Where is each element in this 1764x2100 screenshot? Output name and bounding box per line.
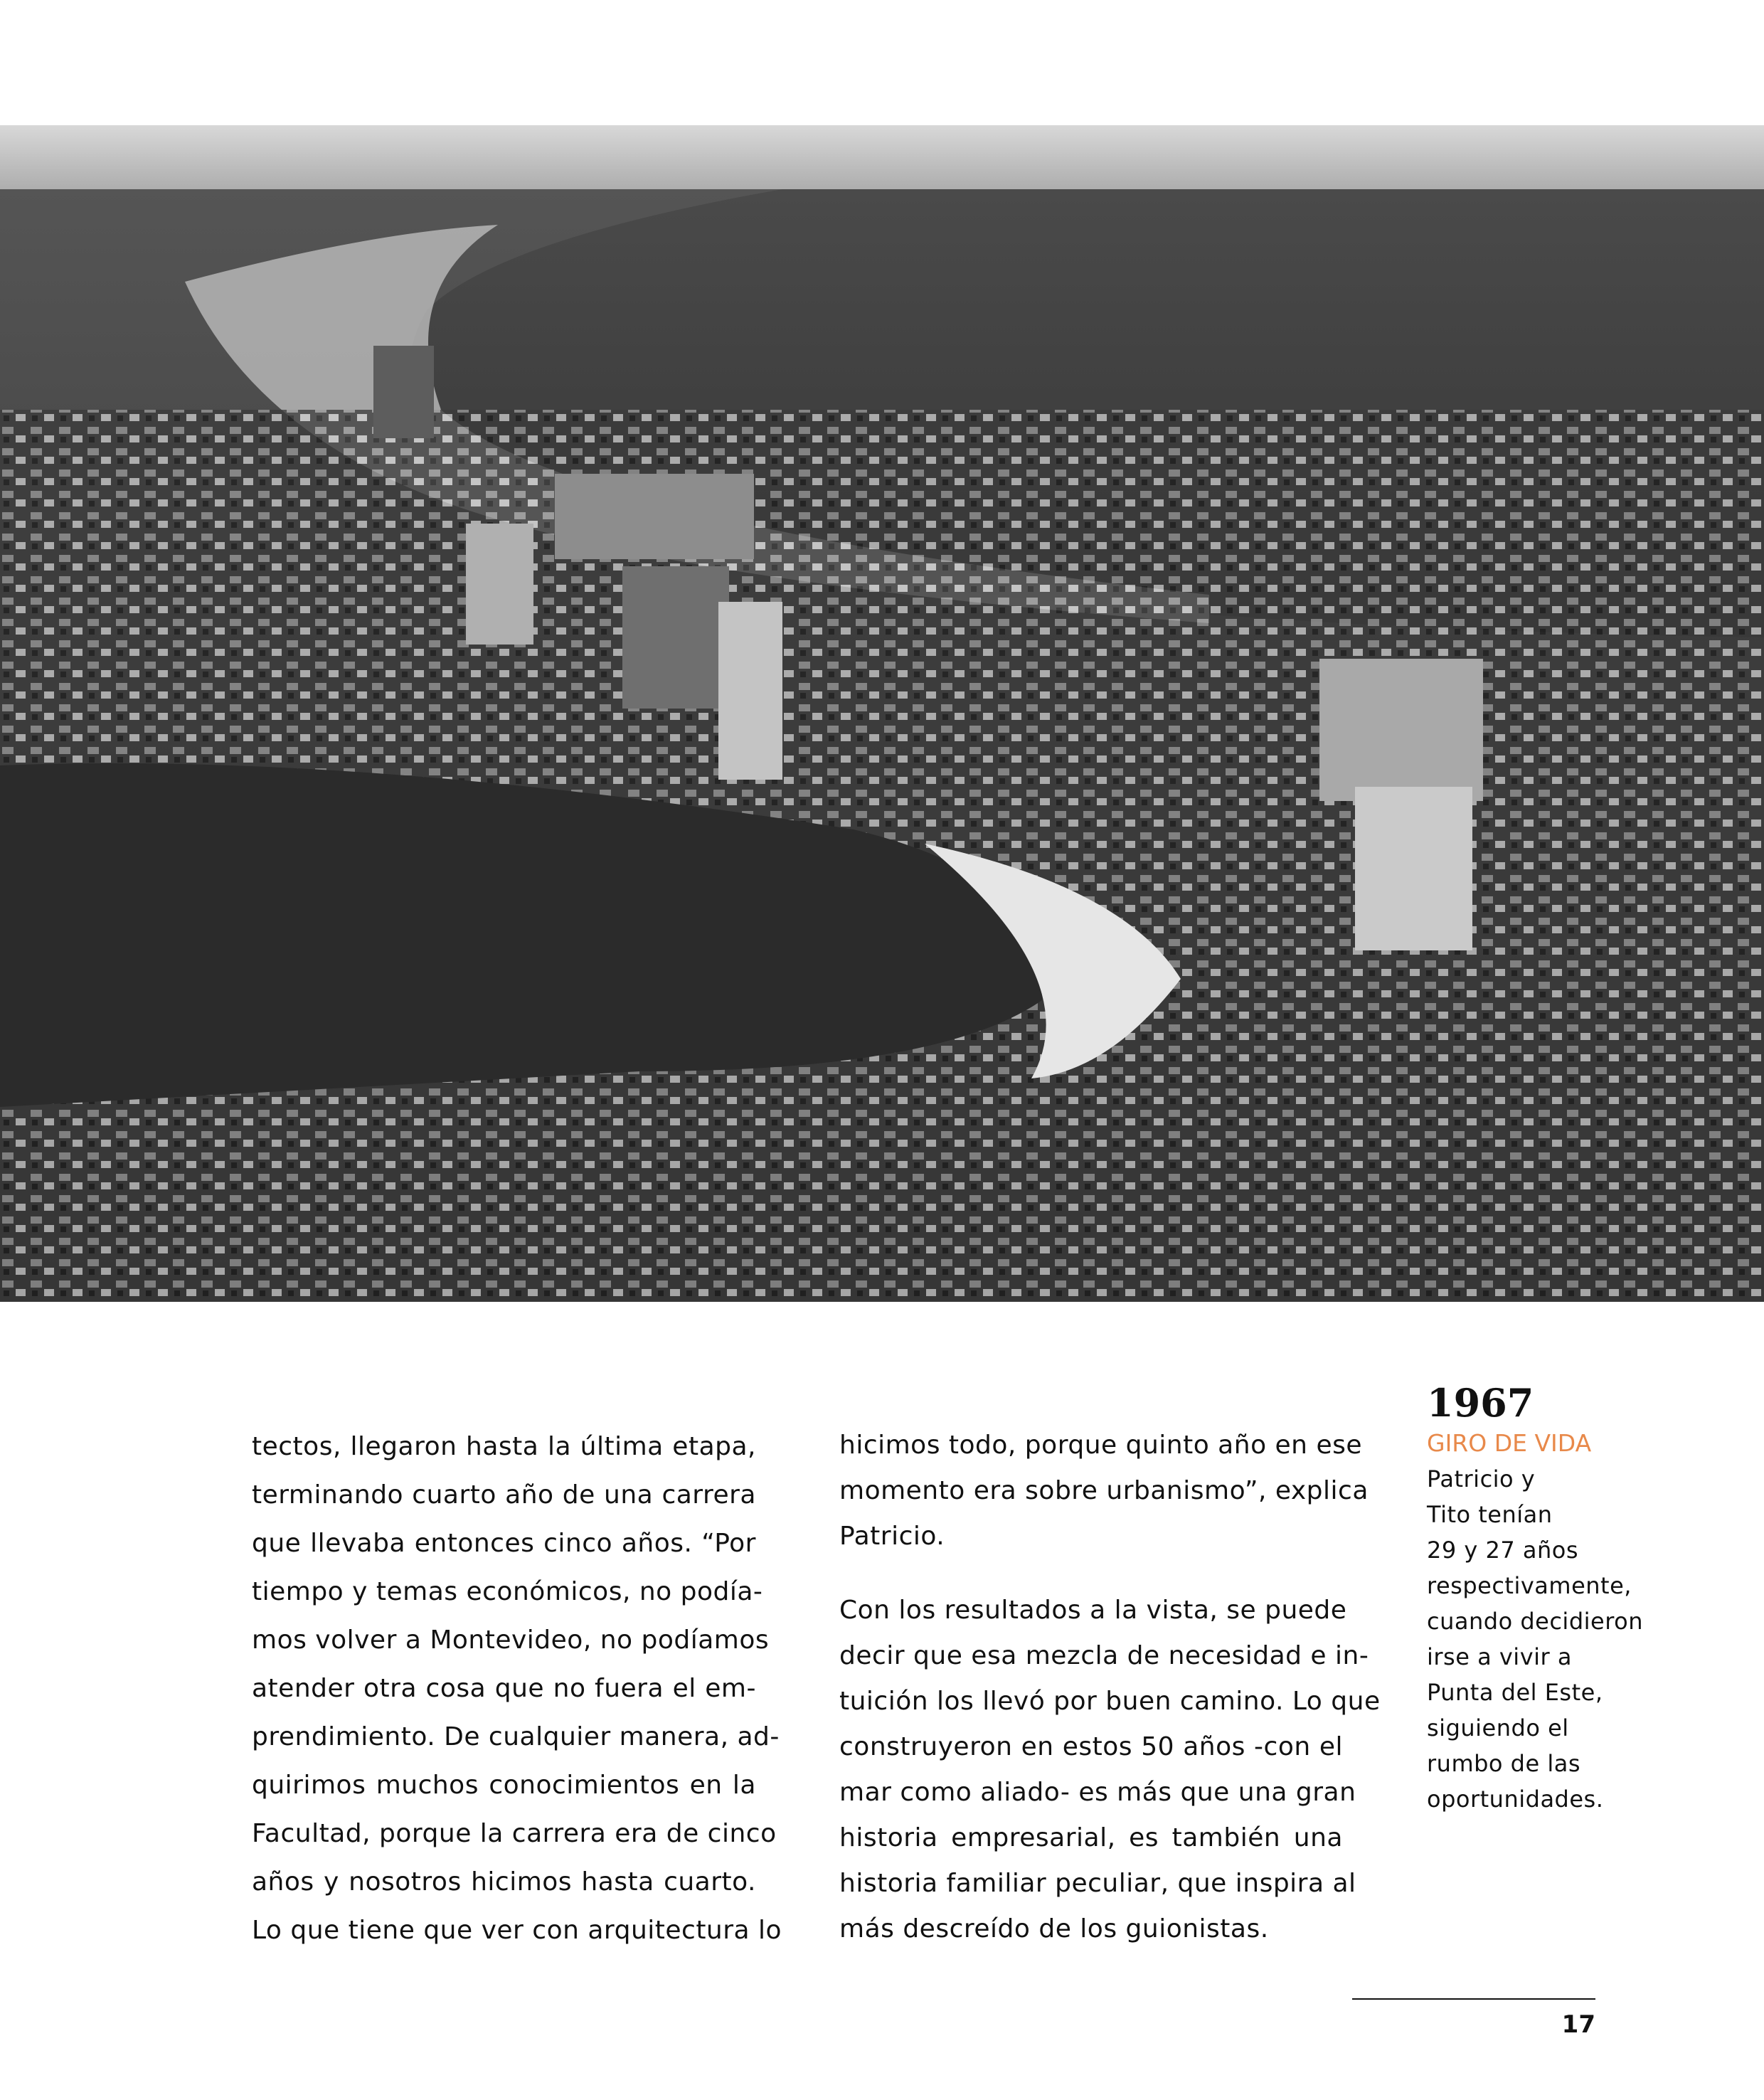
body-text-column-2 xyxy=(839,1423,1381,1952)
sidebar-line: oportunidades. xyxy=(1427,1786,1604,1813)
text-line: construyeron en estos 50 años -con el xyxy=(839,1732,1343,1761)
text-line: hicimos todo, porque quinto año en ese xyxy=(839,1431,1362,1460)
body-text-column-1 xyxy=(252,1423,782,1955)
sidebar-kicker: GIRO DE VIDA xyxy=(1427,1429,1592,1457)
text-line: quirimos muchos conocimientos en la xyxy=(252,1771,756,1800)
text-line: más descreído de los guionistas. xyxy=(839,1914,1269,1943)
text-line: años y nosotros hicimos hasta cuarto. xyxy=(252,1867,756,1897)
text-line: tiempo y temas económicos, no podía- xyxy=(252,1577,763,1606)
text-line: momento era sobre urbanismo”, explica xyxy=(839,1476,1369,1505)
sidebar-line: Patricio y xyxy=(1427,1465,1536,1492)
paragraph xyxy=(839,1588,1381,1952)
text-line: tectos, llegaron hasta la última etapa, xyxy=(252,1432,756,1461)
sidebar-line: Tito tenían xyxy=(1427,1501,1553,1528)
paragraph xyxy=(839,1423,1369,1559)
sidebar-line: rumbo de las xyxy=(1427,1750,1581,1777)
text-line: mar como aliado- es más que una gran xyxy=(839,1778,1356,1807)
sidebar-line: 29 y 27 años xyxy=(1427,1537,1579,1564)
sidebar-line: irse a vivir a xyxy=(1427,1643,1572,1670)
footer-divider xyxy=(1352,1998,1595,2000)
text-line: prendimiento. De cualquier manera, ad- xyxy=(252,1722,780,1751)
text-line: Patricio. xyxy=(839,1522,945,1551)
aerial-photo xyxy=(0,125,1764,1302)
sidebar-line: Punta del Este, xyxy=(1427,1679,1603,1706)
sidebar-note xyxy=(1427,1380,1654,1817)
sidebar-line: respectivamente, xyxy=(1427,1572,1632,1599)
text-line: Con los resultados a la vista, se puede xyxy=(839,1596,1347,1625)
text-line: Facultad, porque la carrera era de cinco xyxy=(252,1819,777,1848)
text-line: terminando cuarto año de una carrera xyxy=(252,1480,756,1510)
sidebar-year: 1967 xyxy=(1427,1380,1534,1426)
text-line: tuición los llevó por buen camino. Lo que xyxy=(839,1687,1381,1716)
sidebar-line: siguiendo el xyxy=(1427,1714,1569,1741)
text-line: historia empresarial, es también una xyxy=(839,1823,1343,1852)
text-line: mos volver a Montevideo, no podíamos xyxy=(252,1626,770,1655)
text-line: Lo que tiene que ver con arquitectura lo xyxy=(252,1916,782,1945)
text-line: historia familiar peculiar, que inspira al xyxy=(839,1869,1356,1898)
text-line: decir que esa mezcla de necesidad e in- xyxy=(839,1641,1369,1670)
page-number: 17 xyxy=(1561,2010,1595,2039)
text-line: que llevaba entonces cinco años. “Por xyxy=(252,1529,756,1558)
text-line: atender otra cosa que no fuera el em- xyxy=(252,1674,756,1703)
sidebar-line: cuando decidieron xyxy=(1427,1608,1644,1635)
